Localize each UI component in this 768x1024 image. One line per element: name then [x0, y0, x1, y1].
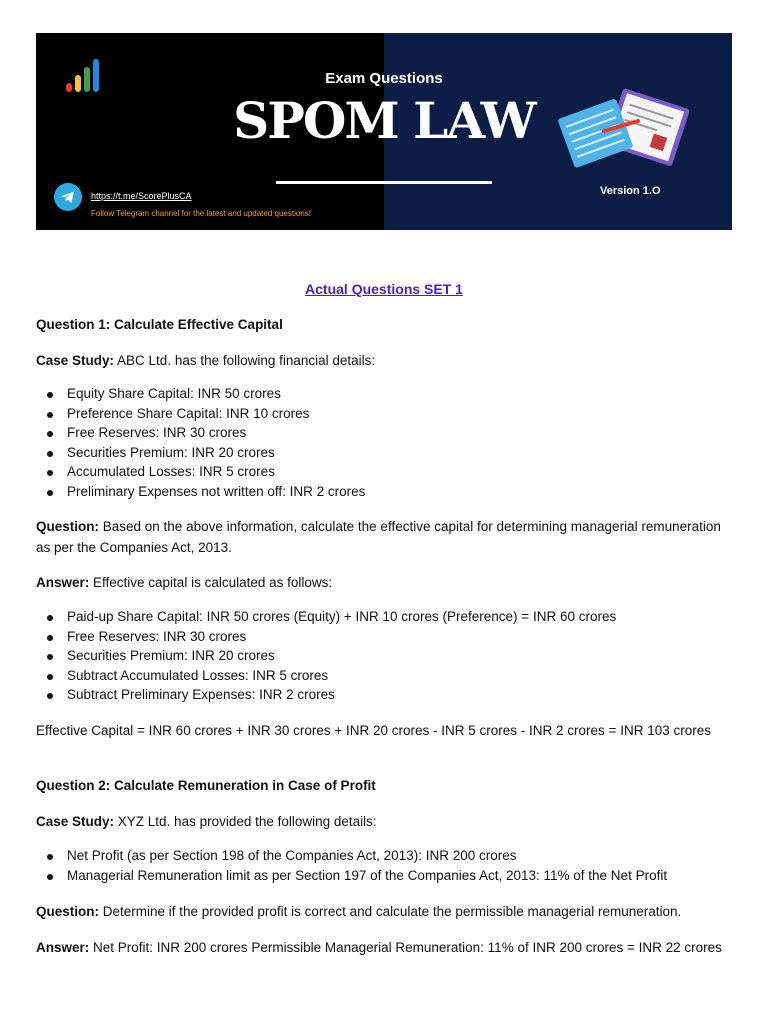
- list-item: Securities Premium: INR 20 crores: [36, 646, 616, 666]
- q1-answer: [36, 573, 726, 593]
- q2-answer-label: Answer:: [36, 940, 90, 955]
- q1-question-text: Based on the above information, calculate the effective capital for determining managerial remuneration as per the Companies Act, 2013.: [36, 519, 721, 555]
- telegram-note: Follow Telegram channel for the latest and updated questions!: [91, 209, 311, 218]
- set-heading-link[interactable]: Actual Questions SET 1: [305, 281, 463, 297]
- q2-answer-text: Net Profit: INR 200 crores Permissible Managerial Remuneration: 11% of INR 200 crores = INR 22 crores: [89, 940, 722, 955]
- q1-answer-label: Answer:: [36, 575, 90, 590]
- version-label: Version 1.O: [600, 185, 661, 197]
- q2-details-list: [36, 846, 667, 885]
- q1-title: Question 1: Calculate Effective Capital: [36, 317, 283, 332]
- list-item: Free Reserves: INR 30 crores: [36, 627, 616, 647]
- list-item: Net Profit (as per Section 198 of the Companies Act, 2013): INR 200 crores: [36, 846, 667, 866]
- q1-answer-list: [36, 607, 616, 705]
- q1-case-text: ABC Ltd. has the following financial details:: [114, 353, 376, 368]
- telegram-link[interactable]: https://t.me/ScorePlusCA: [91, 191, 192, 201]
- q2-question-label: Question:: [36, 904, 99, 919]
- q1-question: [36, 516, 726, 558]
- q2-answer: [36, 937, 726, 958]
- list-item: Preference Share Capital: INR 10 crores: [36, 404, 365, 424]
- documents-illustration-icon: [556, 87, 691, 177]
- banner-subtitle: Exam Questions: [325, 70, 443, 87]
- q2-case-label: Case Study:: [36, 814, 115, 829]
- q1-answer-text: Effective capital is calculated as follows:: [89, 575, 333, 590]
- q1-case-label: Case Study:: [36, 353, 115, 368]
- title-underline: [276, 181, 492, 184]
- list-item: Accumulated Losses: INR 5 crores: [36, 462, 365, 482]
- q1-question-label: Question:: [36, 519, 99, 534]
- q2-case-text: XYZ Ltd. has provided the following details:: [114, 814, 377, 829]
- list-item: Subtract Accumulated Losses: INR 5 crores: [36, 666, 616, 686]
- q1-details-list: [36, 384, 365, 502]
- list-item: Securities Premium: INR 20 crores: [36, 443, 365, 463]
- banner-title: SPOM LAW: [233, 91, 535, 150]
- q2-question-text: Determine if the provided profit is correct and calculate the permissible managerial remuneration.: [99, 904, 682, 919]
- q1-case-study: [36, 351, 726, 371]
- list-item: Preliminary Expenses not written off: INR 2 crores: [36, 482, 365, 502]
- list-item: Equity Share Capital: INR 50 crores: [36, 384, 365, 404]
- q2-title: Question 2: Calculate Remuneration in Case of Profit: [36, 778, 376, 793]
- list-item: Subtract Preliminary Expenses: INR 2 crores: [36, 685, 616, 705]
- header-banner: [36, 33, 732, 230]
- list-item: Free Reserves: INR 30 crores: [36, 423, 365, 443]
- q2-case-study: [36, 812, 726, 832]
- q2-question: [36, 902, 726, 922]
- list-item: Managerial Remuneration limit as per Section 197 of the Companies Act, 2013: 11% of the Net Profit: [36, 866, 667, 886]
- q1-result: Effective Capital = INR 60 crores + INR 30 crores + INR 20 crores - INR 5 crores - INR 2 crores = INR 103 crores: [36, 723, 711, 738]
- list-item: Paid-up Share Capital: INR 50 crores (Equity) + INR 10 crores (Preference) = INR 60 crores: [36, 607, 616, 627]
- telegram-icon[interactable]: [54, 183, 82, 211]
